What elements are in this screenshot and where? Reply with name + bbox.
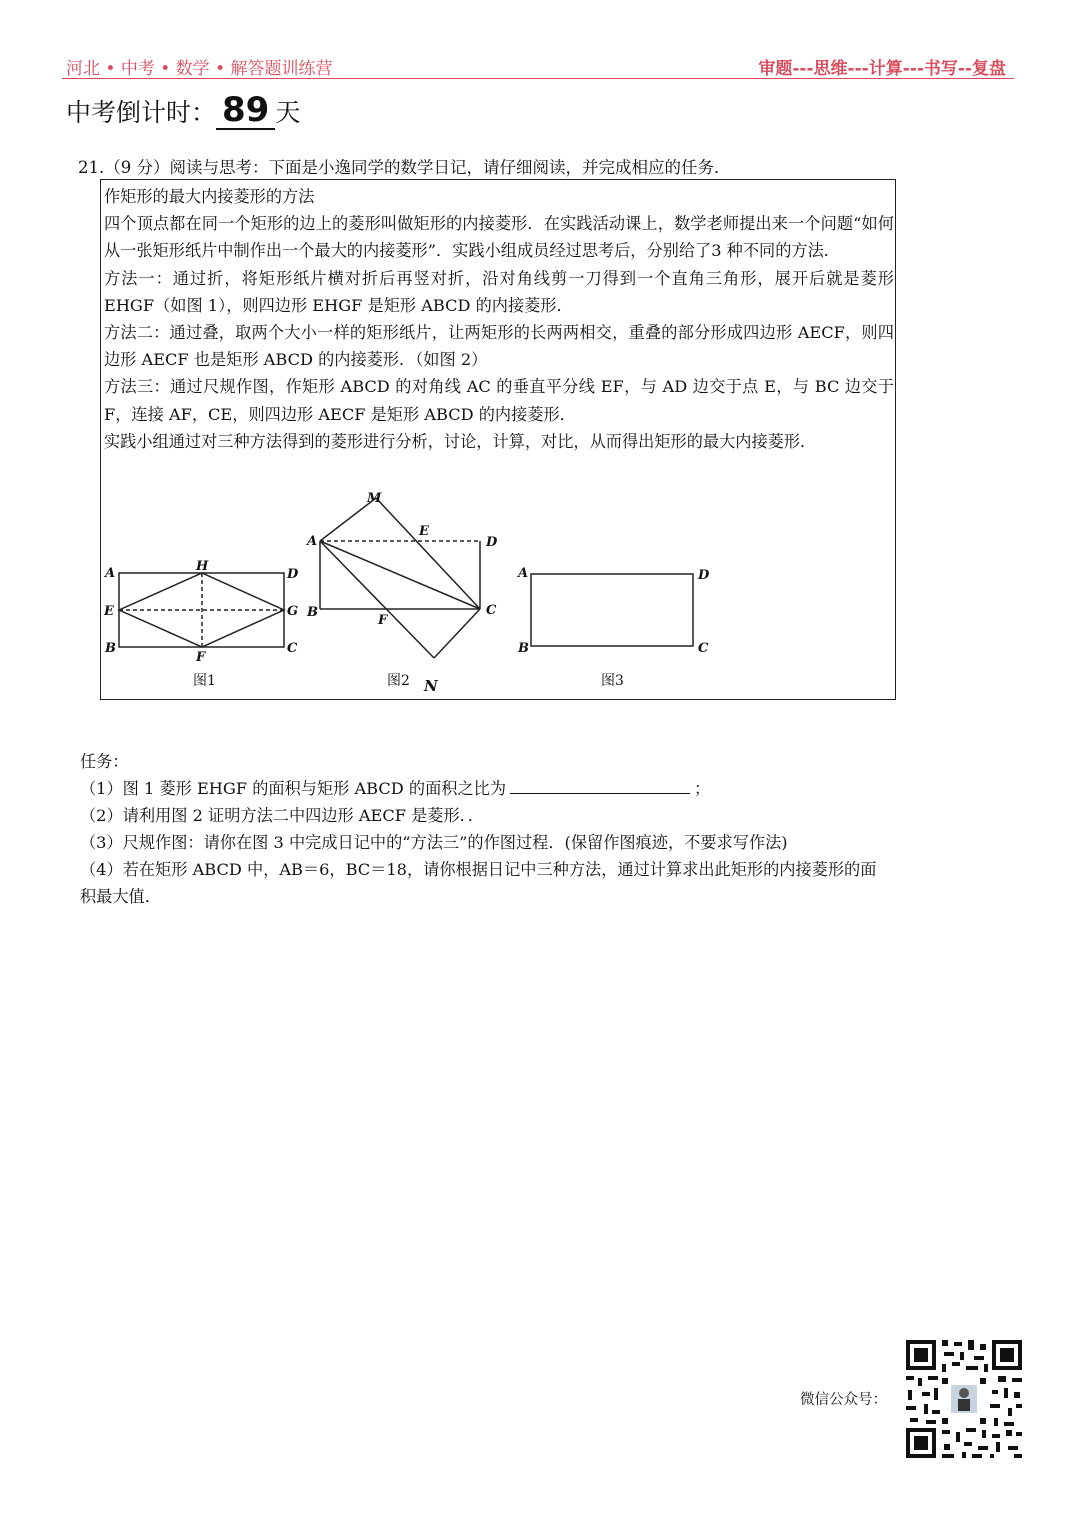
fig2-edge-mc [376,498,480,609]
diary-box [100,179,896,700]
fig2-caption: 图2 [387,673,410,689]
fig2-label-d: D [486,535,498,550]
fig3-label-a: A [518,566,529,581]
task-2: （2）请利用图 2 证明方法二中四边形 AECF 是菱形．． [80,806,484,825]
figure-3 [531,574,693,646]
wechat-label: 微信公众号： [800,1392,887,1408]
fig2-label-e: E [419,524,429,539]
countdown-days: 89 [216,92,275,130]
diary-method-3: 方法三：通过尺规作图，作矩形 ABCD 的对角线 AC 的垂直平分线 EF，与 AD 边交于点 E，与 BC 边交于 F，连接 AF，CE，则四边形 AECF 是矩形 ABCD 的内接菱形． [104,377,894,424]
header-divider [62,78,1014,79]
diary-method-1: 方法一：通过折，将矩形纸片横对折后再竖对折，沿对角线剪一刀得到一个直角三角形，展开后就是菱形 EHGF（如图 1），则四边形 EHGF 是矩形 ABCD 的内接菱形． [104,268,894,315]
fig2-edge-nc [434,609,480,658]
figure-1 [119,573,284,647]
diary-method-2: 方法二：通过叠，取两个大小一样的矩形纸片，让两矩形的长两两相交，重叠的部分形成四边形 AECF，则四边形 AECF 也是矩形 ABCD 的内接菱形．（如图 2） [104,323,894,370]
task-4: （4）若在矩形 ABCD 中，AB＝6，BC＝18，请你根据日记中三种方法，通过计算求出此矩形的内接菱形的面积最大值． [80,860,877,906]
task-1-text: （1）图 1 菱形 EHGF 的面积与矩形 ABCD 的面积之比为 [80,779,507,798]
fig2-label-a: A [307,534,318,549]
fig1-label-a: A [105,566,116,581]
countdown-prefix: 中考倒计时： [66,98,217,127]
fig3-label-c: C [698,641,709,656]
fig1-label-d: D [287,567,299,582]
fig2-diagonal-ac [320,541,480,609]
fig1-label-h: H [196,559,209,574]
countdown-suffix: 天 [275,98,301,127]
exam-countdown [66,92,300,130]
task-3: （3）尺规作图：请你在图 3 中完成日记中的“方法三”的作图过程．(保留作图痕迹，不要求写作法) [80,833,788,852]
fig2-edge-an [320,541,434,658]
fig1-label-b: B [105,641,116,656]
wechat-qr-code [904,1338,1024,1460]
fig2-label-f: F [378,613,388,628]
question-title: 21.（9 分）阅读与思考：下面是小逸同学的数学日记，请仔细阅读，并完成相应的任务． [78,158,731,177]
header-series-title: 河北 • 中考 • 数学 • 解答题训练营 [66,59,333,79]
geometry-figures [101,180,897,701]
fig3-rectangle [531,574,693,646]
fig2-label-n: N [424,677,438,695]
tasks-label: 任务： [80,752,129,771]
fig2-label-b: B [307,605,318,620]
diary-heading: 作矩形的最大内接菱形的方法 [104,187,315,206]
task-1 [80,775,880,802]
fig2-label-m: M [367,491,382,506]
fig2-label-c: C [486,603,497,618]
fig1-label-g: G [287,604,299,619]
fig3-caption: 图3 [601,673,624,689]
task-1-answer-blank [510,775,690,794]
fig1-label-e: E [104,604,114,619]
fig3-label-d: D [698,568,710,583]
diary-intro: 四个顶点都在同一个矩形的边上的菱形叫做矩形的内接菱形．在实践活动课上，数学老师提出来一个问题“如何从一张矩形纸片中制作出一个最大的内接菱形”．实践小组成员经过思考后，分别给了3 种不同的方法． [104,214,894,261]
fig1-label-f: F [196,650,206,665]
figure-2 [320,498,480,658]
task-1-end: ； [694,779,711,798]
header-steps: 审题---思维---计算---书写--复盘 [758,59,1006,79]
fig1-label-c: C [287,641,298,656]
fig3-label-b: B [518,641,529,656]
task-list [80,748,880,910]
fig1-caption: 图1 [193,673,216,689]
diary-summary: 实践小组通过对三种方法得到的菱形进行分析，讨论，计算，对比，从而得出矩形的最大内接菱形． [104,431,817,451]
